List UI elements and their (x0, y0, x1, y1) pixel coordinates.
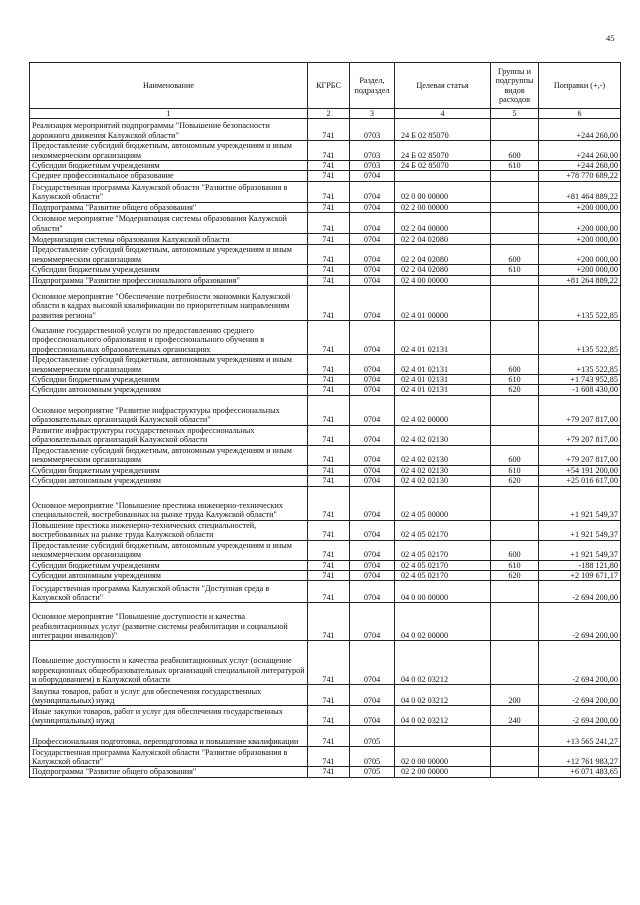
row-kgrbs: 741 (308, 581, 350, 603)
row-target: 04 0 02 03212 (395, 685, 491, 706)
row-kgrbs: 741 (308, 141, 350, 161)
table-row (30, 265, 621, 275)
row-section: 0704 (350, 375, 395, 385)
row-section: 0704 (350, 540, 395, 560)
row-amount: +244 260,00 (539, 161, 621, 171)
column-number: 4 (395, 109, 491, 119)
row-amount: +1 743 952,85 (539, 375, 621, 385)
row-section: 0704 (350, 321, 395, 355)
row-amount: +135 522,85 (539, 321, 621, 355)
row-kgrbs: 741 (308, 706, 350, 726)
row-amount: +79 207 817,00 (539, 425, 621, 445)
table-row (30, 476, 621, 486)
table-row (30, 445, 621, 465)
row-section: 0703 (350, 119, 395, 141)
row-kgrbs: 741 (308, 445, 350, 465)
row-target: 02 2 04 02080 (395, 265, 491, 275)
row-name: Субсидии бюджетным учреждениям (30, 465, 308, 475)
row-section: 0705 (350, 726, 395, 747)
row-kgrbs: 741 (308, 540, 350, 560)
row-target: 02 4 05 02170 (395, 571, 491, 581)
row-kgrbs: 741 (308, 726, 350, 747)
row-kgrbs: 741 (308, 171, 350, 181)
row-name: Модернизация системы образования Калужской области (30, 234, 308, 245)
row-name: Предоставление субсидий бюджетным, автономным учреждениям и иным некоммерческим организациям (30, 355, 308, 375)
row-section: 0704 (350, 425, 395, 445)
row-amount: +6 071 483,65 (539, 767, 621, 777)
row-type (491, 395, 539, 425)
row-section: 0704 (350, 641, 395, 685)
header-target: Целевая статья (395, 63, 491, 109)
row-amount: +2 109 671,17 (539, 571, 621, 581)
row-target: 02 4 02 02130 (395, 425, 491, 445)
header-row (30, 63, 621, 109)
table-row (30, 486, 621, 520)
row-kgrbs: 741 (308, 767, 350, 777)
row-type: 600 (491, 445, 539, 465)
row-target: 02 4 05 02170 (395, 540, 491, 560)
row-amount: +81 464 889,22 (539, 181, 621, 202)
row-name: Оказание государственной услуги по предоставлению среднего профессионального образования и профессионального обучения в профессиональных образовательных организациях (30, 321, 308, 355)
row-type (491, 425, 539, 445)
row-target: 02 2 00 00000 (395, 202, 491, 212)
row-section: 0704 (350, 213, 395, 234)
row-name: Субсидии бюджетным учреждениям (30, 560, 308, 570)
row-kgrbs: 741 (308, 375, 350, 385)
row-amount: +1 921 549,37 (539, 486, 621, 520)
row-amount: +79 207 817,00 (539, 395, 621, 425)
row-kgrbs: 741 (308, 465, 350, 475)
table-row (30, 395, 621, 425)
row-section: 0704 (350, 520, 395, 540)
row-type (491, 767, 539, 777)
row-target: 02 2 04 02080 (395, 234, 491, 245)
row-target: 02 4 00 00000 (395, 275, 491, 285)
row-amount: +135 522,85 (539, 355, 621, 375)
row-amount: +244 260,00 (539, 119, 621, 141)
column-number-row (30, 109, 621, 119)
row-kgrbs: 741 (308, 520, 350, 540)
row-type: 610 (491, 560, 539, 570)
row-kgrbs: 741 (308, 603, 350, 641)
row-type (491, 747, 539, 767)
row-target: 02 2 00 00000 (395, 767, 491, 777)
row-name: Субсидии бюджетным учреждениям (30, 161, 308, 171)
row-kgrbs: 741 (308, 747, 350, 767)
header-section: Раздел, подраздел (350, 63, 395, 109)
row-name: Основное мероприятие "Повышение доступности и качества реабилитационных услуг (развитие системы реабилитации и социальной интеграции инвалидов)" (30, 603, 308, 641)
table-row (30, 181, 621, 202)
row-name: Государственная программа Калужской области "Развитие образования в Калужской области" (30, 181, 308, 202)
row-section: 0704 (350, 385, 395, 395)
row-kgrbs: 741 (308, 385, 350, 395)
budget-table (29, 62, 621, 778)
row-section: 0705 (350, 747, 395, 767)
table-row (30, 213, 621, 234)
table-row (30, 234, 621, 245)
row-target: 02 4 02 02130 (395, 445, 491, 465)
header-amendments: Поправки (+,-) (539, 63, 621, 109)
table-row (30, 540, 621, 560)
row-name: Основное мероприятие "Развитие инфраструктуры профессиональных образовательных организаций Калужской области" (30, 395, 308, 425)
row-amount: -188 121,80 (539, 560, 621, 570)
row-amount: +54 191 200,00 (539, 465, 621, 475)
row-kgrbs: 741 (308, 395, 350, 425)
row-target: 02 2 04 00000 (395, 213, 491, 234)
row-section: 0703 (350, 141, 395, 161)
row-target: 24 Б 02 85070 (395, 161, 491, 171)
row-section: 0704 (350, 202, 395, 212)
row-section: 0704 (350, 275, 395, 285)
row-section: 0704 (350, 245, 395, 265)
row-kgrbs: 741 (308, 286, 350, 321)
row-amount: +200 000,00 (539, 202, 621, 212)
row-section: 0704 (350, 355, 395, 375)
row-amount: +13 565 241,27 (539, 726, 621, 747)
row-name: Основное мероприятие "Повышение престижа инженерно-технических специальностей, востребованных на рынке труда Калужской области" (30, 486, 308, 520)
table-row (30, 119, 621, 141)
row-amount: -2 694 200,00 (539, 706, 621, 726)
row-target: 02 4 02 02130 (395, 476, 491, 486)
row-type (491, 486, 539, 520)
row-kgrbs: 741 (308, 486, 350, 520)
row-amount: +200 000,00 (539, 234, 621, 245)
row-section: 0705 (350, 767, 395, 777)
row-kgrbs: 741 (308, 202, 350, 212)
row-kgrbs: 741 (308, 161, 350, 171)
row-type: 610 (491, 375, 539, 385)
row-target: 24 Б 02 85070 (395, 141, 491, 161)
row-amount: -2 694 200,00 (539, 581, 621, 603)
row-amount: -1 608 430,00 (539, 385, 621, 395)
table-row (30, 726, 621, 747)
row-type (491, 202, 539, 212)
table-row (30, 286, 621, 321)
row-kgrbs: 741 (308, 571, 350, 581)
row-section: 0704 (350, 265, 395, 275)
table-row (30, 581, 621, 603)
row-name: Подпрограмма "Развитие общего образования" (30, 202, 308, 212)
row-target: 02 2 04 02080 (395, 245, 491, 265)
row-amount: -2 694 200,00 (539, 685, 621, 706)
row-type (491, 286, 539, 321)
table-body (30, 119, 621, 778)
row-kgrbs: 741 (308, 476, 350, 486)
header-groups: Группы и подгруппы видов расходов (491, 63, 539, 109)
table-row (30, 171, 621, 181)
column-number: 5 (491, 109, 539, 119)
row-name: Предоставление субсидий бюджетным, автономным учреждениям и иным некоммерческим организациям (30, 141, 308, 161)
row-kgrbs: 741 (308, 275, 350, 285)
row-section: 0704 (350, 476, 395, 486)
table-row (30, 520, 621, 540)
page-number: 45 (606, 33, 615, 43)
row-kgrbs: 741 (308, 321, 350, 355)
row-amount: +78 770 689,22 (539, 171, 621, 181)
row-kgrbs: 741 (308, 641, 350, 685)
row-amount: +244 260,00 (539, 141, 621, 161)
table-row (30, 141, 621, 161)
row-name: Профессиональная подготовка, переподготовка и повышение квалификации (30, 726, 308, 747)
row-kgrbs: 741 (308, 355, 350, 375)
table-row (30, 202, 621, 212)
table-row (30, 560, 621, 570)
row-type (491, 581, 539, 603)
row-name: Субсидии автономным учреждениям (30, 385, 308, 395)
row-section: 0704 (350, 706, 395, 726)
row-name: Подпрограмма "Развитие профессионального образования" (30, 275, 308, 285)
row-amount: +1 921 549,37 (539, 520, 621, 540)
table-row (30, 747, 621, 767)
row-section: 0704 (350, 560, 395, 570)
row-type: 620 (491, 385, 539, 395)
row-target: 02 4 01 02131 (395, 321, 491, 355)
row-name: Повышение престижа инженерно-технических специальностей, востребованных на рынке труда Калужской области (30, 520, 308, 540)
row-section: 0704 (350, 445, 395, 465)
row-type: 600 (491, 245, 539, 265)
table-row (30, 641, 621, 685)
table-row (30, 161, 621, 171)
row-type (491, 603, 539, 641)
row-section: 0704 (350, 581, 395, 603)
row-type (491, 171, 539, 181)
row-target: 02 4 01 02131 (395, 355, 491, 375)
row-type (491, 181, 539, 202)
row-amount: +81 264 889,22 (539, 275, 621, 285)
header-kgrbs: КГРБС (308, 63, 350, 109)
row-amount: +135 522,85 (539, 286, 621, 321)
row-amount: +79 207 817,00 (539, 445, 621, 465)
row-type: 620 (491, 571, 539, 581)
row-section: 0704 (350, 465, 395, 475)
row-target: 04 0 02 00000 (395, 603, 491, 641)
row-target: 02 4 05 02170 (395, 520, 491, 540)
row-type (491, 213, 539, 234)
row-target (395, 171, 491, 181)
table-row (30, 425, 621, 445)
row-name: Государственная программа Калужской области "Доступная среда в Калужской области" (30, 581, 308, 603)
row-section: 0704 (350, 395, 395, 425)
row-name: Субсидии автономным учреждениям (30, 571, 308, 581)
row-type: 200 (491, 685, 539, 706)
row-target: 02 0 00 00000 (395, 747, 491, 767)
row-type (491, 119, 539, 141)
row-name: Предоставление субсидий бюджетным, автономным учреждениям и иным некоммерческим организациям (30, 245, 308, 265)
row-name: Государственная программа Калужской области "Развитие образования в Калужской области" (30, 747, 308, 767)
row-section: 0703 (350, 161, 395, 171)
column-number: 2 (308, 109, 350, 119)
row-name: Закупка товаров, работ и услуг для обеспечения государственных (муниципальных) нужд (30, 685, 308, 706)
row-amount: +200 000,00 (539, 213, 621, 234)
row-kgrbs: 741 (308, 119, 350, 141)
row-type: 600 (491, 540, 539, 560)
table-row (30, 321, 621, 355)
row-kgrbs: 741 (308, 425, 350, 445)
table-row (30, 385, 621, 395)
row-target: 02 4 01 00000 (395, 286, 491, 321)
row-kgrbs: 741 (308, 560, 350, 570)
row-amount: +200 000,00 (539, 265, 621, 275)
row-target: 02 4 05 02170 (395, 560, 491, 570)
row-section: 0704 (350, 685, 395, 706)
row-type (491, 726, 539, 747)
table-row (30, 767, 621, 777)
row-amount: +12 761 983,27 (539, 747, 621, 767)
row-type (491, 321, 539, 355)
table-row (30, 275, 621, 285)
row-amount: +25 016 617,00 (539, 476, 621, 486)
row-name: Реализация мероприятий подпрограммы "Повышение безопасности дорожного движения Калужской области" (30, 119, 308, 141)
row-section: 0704 (350, 171, 395, 181)
row-amount: -2 694 200,00 (539, 641, 621, 685)
row-target: 04 0 02 03212 (395, 641, 491, 685)
column-number: 1 (30, 109, 308, 119)
row-name: Основное мероприятие "Обеспечение потребности экономики Калужской области в кадрах высокой квалификации по приоритетным направлениям развития региона" (30, 286, 308, 321)
row-target: 24 Б 02 85070 (395, 119, 491, 141)
row-type: 600 (491, 141, 539, 161)
row-name: Субсидии бюджетным учреждениям (30, 375, 308, 385)
row-section: 0704 (350, 486, 395, 520)
row-type: 610 (491, 265, 539, 275)
row-type (491, 520, 539, 540)
row-target: 02 4 01 02131 (395, 385, 491, 395)
row-amount: -2 694 200,00 (539, 603, 621, 641)
table-row (30, 571, 621, 581)
row-type: 610 (491, 465, 539, 475)
row-type: 610 (491, 161, 539, 171)
row-name: Подпрограмма "Развитие общего образования" (30, 767, 308, 777)
row-name: Среднее профессиональное образование (30, 171, 308, 181)
row-kgrbs: 741 (308, 245, 350, 265)
row-target: 02 0 00 00000 (395, 181, 491, 202)
row-kgrbs: 741 (308, 234, 350, 245)
row-target: 04 0 00 00000 (395, 581, 491, 603)
row-name: Субсидии автономным учреждениям (30, 476, 308, 486)
row-name: Развитие инфраструктуры государственных профессиональных образовательных организаций Калужской области (30, 425, 308, 445)
column-number: 6 (539, 109, 621, 119)
table-row (30, 245, 621, 265)
table-row (30, 355, 621, 375)
row-name: Повышение доступности и качества реабилитационных услуг (оснащение коррекционных общеобразовательных организаций специальной литературой и оборудованием) в Калужской области (30, 641, 308, 685)
row-kgrbs: 741 (308, 265, 350, 275)
row-name: Предоставление субсидий бюджетным, автономным учреждениям и иным некоммерческим организациям (30, 445, 308, 465)
row-amount: +1 921 549,37 (539, 540, 621, 560)
row-section: 0704 (350, 571, 395, 581)
row-type (491, 275, 539, 285)
row-target: 02 4 01 02131 (395, 375, 491, 385)
row-target (395, 726, 491, 747)
row-amount: +200 000,00 (539, 245, 621, 265)
header-name: Наименование (30, 63, 308, 109)
row-name: Субсидии бюджетным учреждениям (30, 265, 308, 275)
table-row (30, 706, 621, 726)
row-name: Предоставление субсидий бюджетным, автономным учреждениям и иным некоммерческим организациям (30, 540, 308, 560)
row-target: 02 4 05 00000 (395, 486, 491, 520)
row-name: Иные закупки товаров, работ и услуг для обеспечения государственных (муниципальных) нужд (30, 706, 308, 726)
table-row (30, 375, 621, 385)
row-target: 02 4 02 00000 (395, 395, 491, 425)
row-target: 02 4 02 02130 (395, 465, 491, 475)
row-kgrbs: 741 (308, 213, 350, 234)
table-row (30, 465, 621, 475)
row-target: 04 0 02 03212 (395, 706, 491, 726)
row-section: 0704 (350, 234, 395, 245)
row-kgrbs: 741 (308, 181, 350, 202)
row-type: 620 (491, 476, 539, 486)
row-type (491, 234, 539, 245)
row-type (491, 641, 539, 685)
row-type: 600 (491, 355, 539, 375)
column-number: 3 (350, 109, 395, 119)
table-row (30, 603, 621, 641)
row-kgrbs: 741 (308, 685, 350, 706)
table-row (30, 685, 621, 706)
row-section: 0704 (350, 286, 395, 321)
row-section: 0704 (350, 603, 395, 641)
row-section: 0704 (350, 181, 395, 202)
row-type: 240 (491, 706, 539, 726)
row-name: Основное мероприятие "Модернизация системы образования Калужской области" (30, 213, 308, 234)
